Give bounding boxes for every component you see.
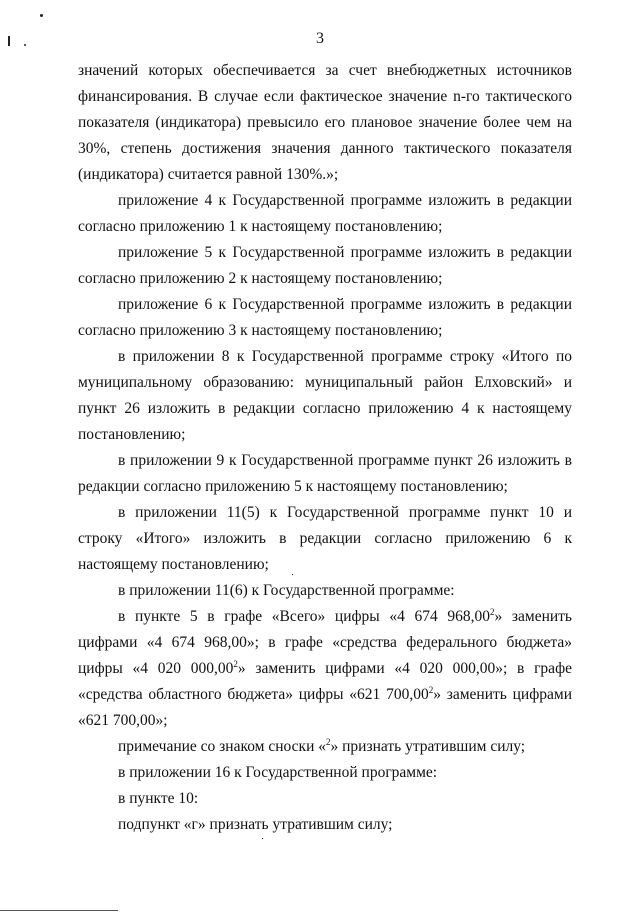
footnote-mark: 2 xyxy=(233,658,238,669)
text-run: » заменить цифрами «4 020 000,00»; в графе «средства областного бюджета» цифры «621 700,00 xyxy=(78,660,572,703)
footnote-mark: 2 xyxy=(428,684,434,695)
footnote-mark: 2 xyxy=(326,736,331,747)
scan-speck xyxy=(262,838,263,839)
paragraph-appendix-8: в приложении 8 к Государственной программе строку «Итого по муниципальному образованию: муниципальный район Елховский» и пункт 26 изложить в редакции согласно приложению 4 к настоящему постановлению; xyxy=(78,348,572,443)
page-number: 3 xyxy=(316,30,324,47)
text-run: примечание со знаком сноски « xyxy=(118,738,326,755)
paragraph-item-10: в пункте 10: xyxy=(118,790,199,807)
footnote-mark: 2 xyxy=(490,606,495,617)
paragraph-appendix-5: приложение 5 к Государственной программе изложить в редакции согласно приложению 2 к настоящему постановлению; xyxy=(78,244,572,287)
paragraph-continuation: значений которых обеспечивается за счет внебюджетных источников финансирования. В случае если фактическое значение n-го тактического показателя (индикатора) превысило его плановое значение более чем на 30%, степень достижения значения данного тактического показателя (индикатора) считается равной 130%.»; xyxy=(78,62,572,183)
paragraph-appendix-6: приложение 6 к Государственной программе изложить в редакции согласно приложению 3 к настоящему постановлению; xyxy=(78,296,572,339)
paragraph-appendix-11-6: в приложении 11(6) к Государственной программе: xyxy=(118,582,455,599)
paragraph-appendix-9: в приложении 9 к Государственной программе пункт 26 изложить в редакции согласно приложению 5 к настоящему постановлению; xyxy=(78,452,572,495)
footer-rule xyxy=(0,910,118,911)
document-body xyxy=(78,58,572,838)
text-run: » заменить цифрами «621 700,00»; xyxy=(78,686,572,729)
text-run: » признать утратившим силу; xyxy=(330,738,526,755)
text-run: в пункте 5 в графе «Всего» цифры «4 674 968,00 xyxy=(118,608,490,625)
paragraph-appendix-11-5: в приложении 11(5) к Государственной программе пункт 10 и строку «Итого» изложить в редакции согласно приложению 6 к настоящему постановлению; xyxy=(78,504,572,573)
paragraph-subitem-g: подпункт «г» признать утратившим силу; xyxy=(118,816,393,833)
paragraph-appendix-16: в приложении 16 к Государственной программе: xyxy=(118,764,438,781)
text-run: » заменить цифрами «4 674 968,00»; в графе «средства федерального бюджета» цифры «4 020 000,00 xyxy=(78,608,573,677)
scan-mark xyxy=(40,14,43,17)
paragraph-item-5-figures xyxy=(78,604,572,734)
paragraph-appendix-4: приложение 4 к Государственной программе изложить в редакции согласно приложению 1 к настоящему постановлению; xyxy=(78,192,572,235)
paragraph-footnote-note xyxy=(78,734,572,760)
